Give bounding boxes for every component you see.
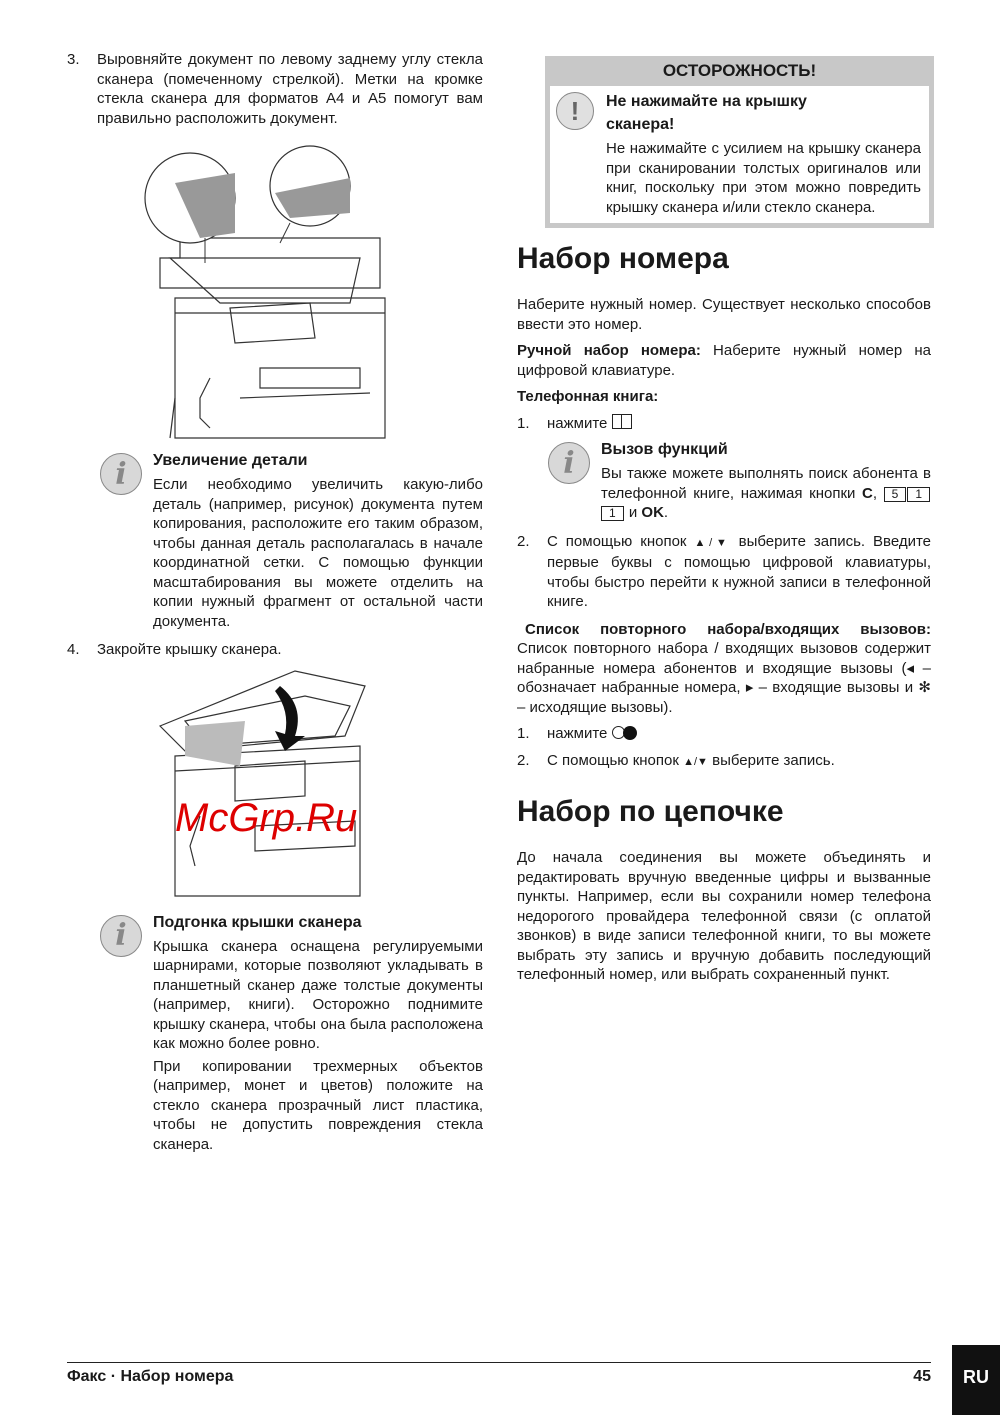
arrow-keys-icon: ▲/▼ (683, 755, 708, 768)
footer-section: Факс · Набор номера (67, 1368, 234, 1385)
key-5: 5 (884, 487, 907, 502)
step-3-text: Выровняйте документ по левому заднему углу стекла сканера (помеченному стрелкой). Метки на кромке стекла сканера для форматов A4 и A5 помогут вам правильно расположить документ. (97, 51, 483, 127)
step-number: 2. (517, 532, 530, 550)
info-icon: i (548, 442, 590, 484)
redial-step-1 (517, 724, 931, 744)
step-number: 2. (517, 751, 530, 769)
step-number: 1. (517, 725, 530, 742)
section-intro: Наберите нужный номер. Существует несколько способов ввести это номер. (517, 296, 931, 333)
step-number: 3. (67, 51, 80, 68)
key-1: 1 (907, 487, 930, 502)
arrow-keys-icon: ▲/▼ (694, 536, 731, 549)
info-text: Крышка сканера оснащена регулируемыми шарнирами, которые позволяют укладывать в планшетный сканер даже толстые документы (например, книги). Осторожно поднимите крышку сканера, чтобы она была расположена как можно более ровно. (153, 937, 483, 1052)
step-text-b: выберите запись. (712, 751, 835, 769)
step-label: нажмите (547, 414, 608, 432)
manual-dial-label: Ручной набор номера: (517, 342, 701, 359)
info-lid (100, 912, 483, 1155)
redial-text: Список повторного набора / входящих вызовов содержит набранные номера абонентов и входящие вызовы (◂ – обозначает набранные номера, ▸ – входящие вызовы и ✻ – исходящие вызовы). (517, 640, 931, 716)
scanner-glass-illustration (140, 138, 390, 444)
caution-box (545, 56, 934, 228)
caution-title: Не нажимайте на крышку сканера! (606, 93, 807, 133)
close-lid-illustration (155, 666, 370, 906)
right-column (517, 56, 931, 985)
phonebook-label: Телефонная книга: (517, 388, 659, 405)
section-title: Набор по цепочке (517, 795, 784, 828)
info-title: Вызов функций (601, 441, 728, 458)
manual-dial-paragraph (517, 341, 931, 380)
language-tab: RU (952, 1345, 1000, 1415)
page-number: 45 (913, 1368, 931, 1385)
phonebook-step-1 (517, 414, 931, 434)
step-text-a: С помощью кнопок (547, 751, 679, 769)
caution-header: ОСТОРОЖНОСТЬ! (662, 61, 817, 80)
left-column (67, 50, 483, 1154)
manual-dial-text: Наберите нужный номер на цифровой клавиатуре. (517, 342, 932, 379)
info-text: При копировании трехмерных объектов (например, монет и цветов) положите на стекло сканера прозрачный лист пластика, чтобы не допустить повреждения стекла сканера. (153, 1057, 483, 1153)
redial-label: Список повторного набора/входящих вызовов: (525, 620, 931, 638)
redial-step-2 (517, 751, 931, 773)
step-4 (67, 640, 483, 660)
info-title: Подгонка крышки сканера (153, 913, 362, 931)
section-title: Набор номера (517, 242, 729, 275)
redial-paragraph (517, 620, 931, 718)
step-number: 1. (517, 414, 530, 432)
step-text-a: С помощью кнопок (547, 532, 687, 550)
info-icon: i (100, 915, 142, 957)
caution-text: Не нажимайте с усилием на крышку сканера при сканировании толстых оригиналов или книг, поскольку при этом можно повредить крышку сканера и/или стекло сканера. (606, 140, 921, 216)
key-1: 1 (601, 506, 624, 521)
warning-icon: ! (556, 92, 594, 130)
info-icon: i (100, 453, 142, 495)
step-3 (67, 50, 483, 128)
close-lid-illustration-wrap (155, 666, 370, 906)
info-text: Вы также можете выполнять поиск абонента в телефонной книге, нажимая кнопки C, 5 11 и OK. (601, 465, 931, 521)
redial-icon (612, 726, 638, 740)
info-text: Если необходимо увеличить какую-либо деталь (например, рисунок) документа путем копирования, расположите его таким образом, чтобы данная деталь располагалась в начале координатной сетки. С помощью функции масштабирования вы можете отделить на копии нужный фрагмент от остальной части документа. (153, 476, 483, 630)
step-number: 4. (67, 641, 80, 658)
step-text-b: выберите запись. Введите первые буквы с помощью цифровой клавиатуры, чтобы быстро перейти к нужной записи в телефонной книге. (547, 532, 932, 610)
and-text: и (628, 504, 638, 521)
info-call-text: Вы также можете выполнять поиск абонента в телефонной книге, нажимая кнопки (601, 465, 931, 502)
key-c: C (862, 484, 873, 502)
scanner-glass-illustration-wrap (140, 138, 390, 444)
info-title: Увеличение детали (153, 452, 308, 469)
info-zoom (100, 450, 483, 631)
step-4-text: Закройте крышку сканера. (97, 641, 282, 658)
key-ok: OK (641, 504, 664, 521)
step-label: нажмите (547, 725, 608, 742)
watermark: McGrp.Ru (175, 795, 358, 840)
phonebook-step-2 (517, 532, 931, 612)
section-text: До начала соединения вы можете объединять и редактировать вручную введенные цифры и вызванные пункты. Например, если вы сохранили номер телефона недорогого провайдера телефонной связи (с оплатой звонков) в виде записи телефонной книги, то вы можете выбрать эту запись и вручную добавить последующий телефонный номер, или выбрать сохраненный пункт. (517, 849, 931, 983)
info-call (548, 439, 931, 523)
footer-divider (67, 1362, 931, 1363)
phonebook-icon (612, 414, 632, 429)
